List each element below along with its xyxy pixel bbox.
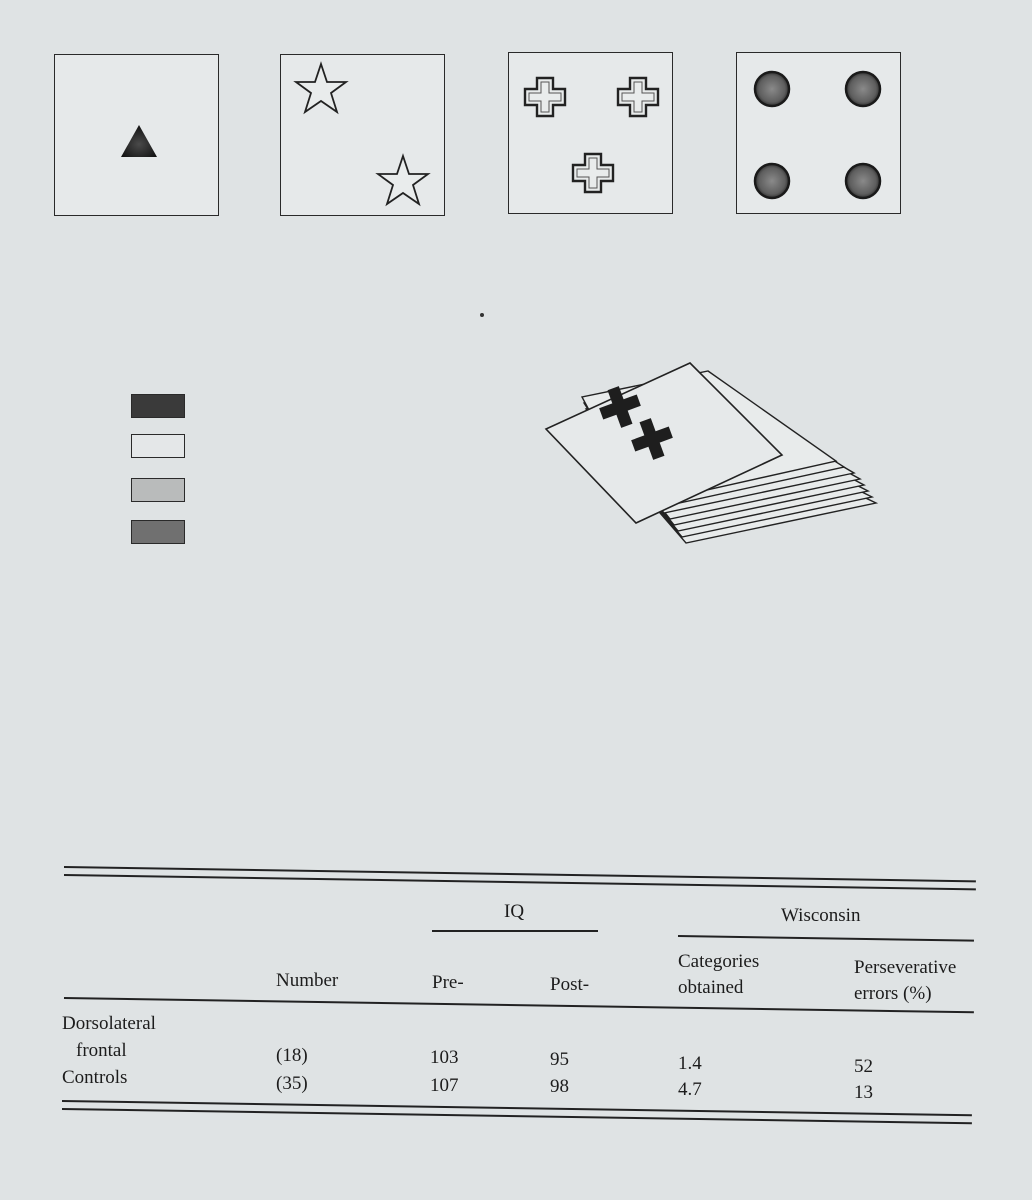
header-iq-post: Post-: [550, 974, 590, 995]
header-iq-pre: Pre-: [432, 972, 464, 993]
cross-icon: [522, 75, 568, 119]
row-iq-pre: 103: [430, 1047, 459, 1068]
circle-icon: [752, 161, 792, 201]
row-group-line2: frontal: [76, 1040, 127, 1061]
table-top-rule: [64, 866, 976, 882]
response-card-deck: [540, 355, 880, 555]
circle-icon: [843, 161, 883, 201]
row-number: (18): [276, 1045, 308, 1066]
header-categories-line1: Categories: [678, 951, 760, 972]
color-swatch-mid-gray: [131, 520, 185, 544]
table-bottom-rule: [62, 1108, 972, 1124]
row-group-line1: Controls: [62, 1067, 128, 1088]
row-categories: 1.4: [678, 1053, 702, 1074]
row-perseverative: 52: [854, 1056, 873, 1077]
header-wisconsin: Wisconsin: [781, 905, 861, 926]
key-card-four-circles: [736, 52, 901, 214]
header-iq: IQ: [504, 901, 525, 922]
row-categories: 4.7: [678, 1079, 702, 1100]
circle-icon: [752, 69, 792, 109]
cross-icon: [570, 151, 616, 195]
header-perseverative-line2: errors (%): [854, 983, 932, 1004]
cross-icon: [615, 75, 661, 119]
circle-icon: [843, 69, 883, 109]
table-bottom-rule: [62, 1100, 972, 1116]
row-perseverative: 13: [854, 1082, 873, 1103]
iq-underline: [432, 930, 598, 932]
key-card-one-triangle: [54, 54, 219, 216]
header-bottom-rule: [64, 997, 974, 1013]
header-number: Number: [276, 970, 339, 991]
color-swatch-light-gray: [131, 478, 185, 502]
row-number: (35): [276, 1073, 308, 1094]
color-swatch-dark: [131, 394, 185, 418]
header-perseverative-line1: Perseverative: [854, 957, 957, 978]
ink-speck: [480, 313, 484, 317]
row-iq-pre: 107: [430, 1075, 459, 1096]
wisconsin-underline: [678, 935, 974, 941]
row-iq-post: 95: [550, 1049, 569, 1070]
header-categories-line2: obtained: [678, 977, 744, 998]
table-top-rule: [64, 874, 976, 890]
star-icon: [375, 153, 431, 207]
key-card-three-crosses: [508, 52, 673, 214]
row-iq-post: 98: [550, 1076, 569, 1097]
color-swatch-white: [131, 434, 185, 458]
key-card-two-stars: [280, 54, 445, 216]
triangle-icon: [117, 121, 161, 161]
row-group-line1: Dorsolateral: [62, 1013, 156, 1034]
star-icon: [293, 61, 349, 115]
